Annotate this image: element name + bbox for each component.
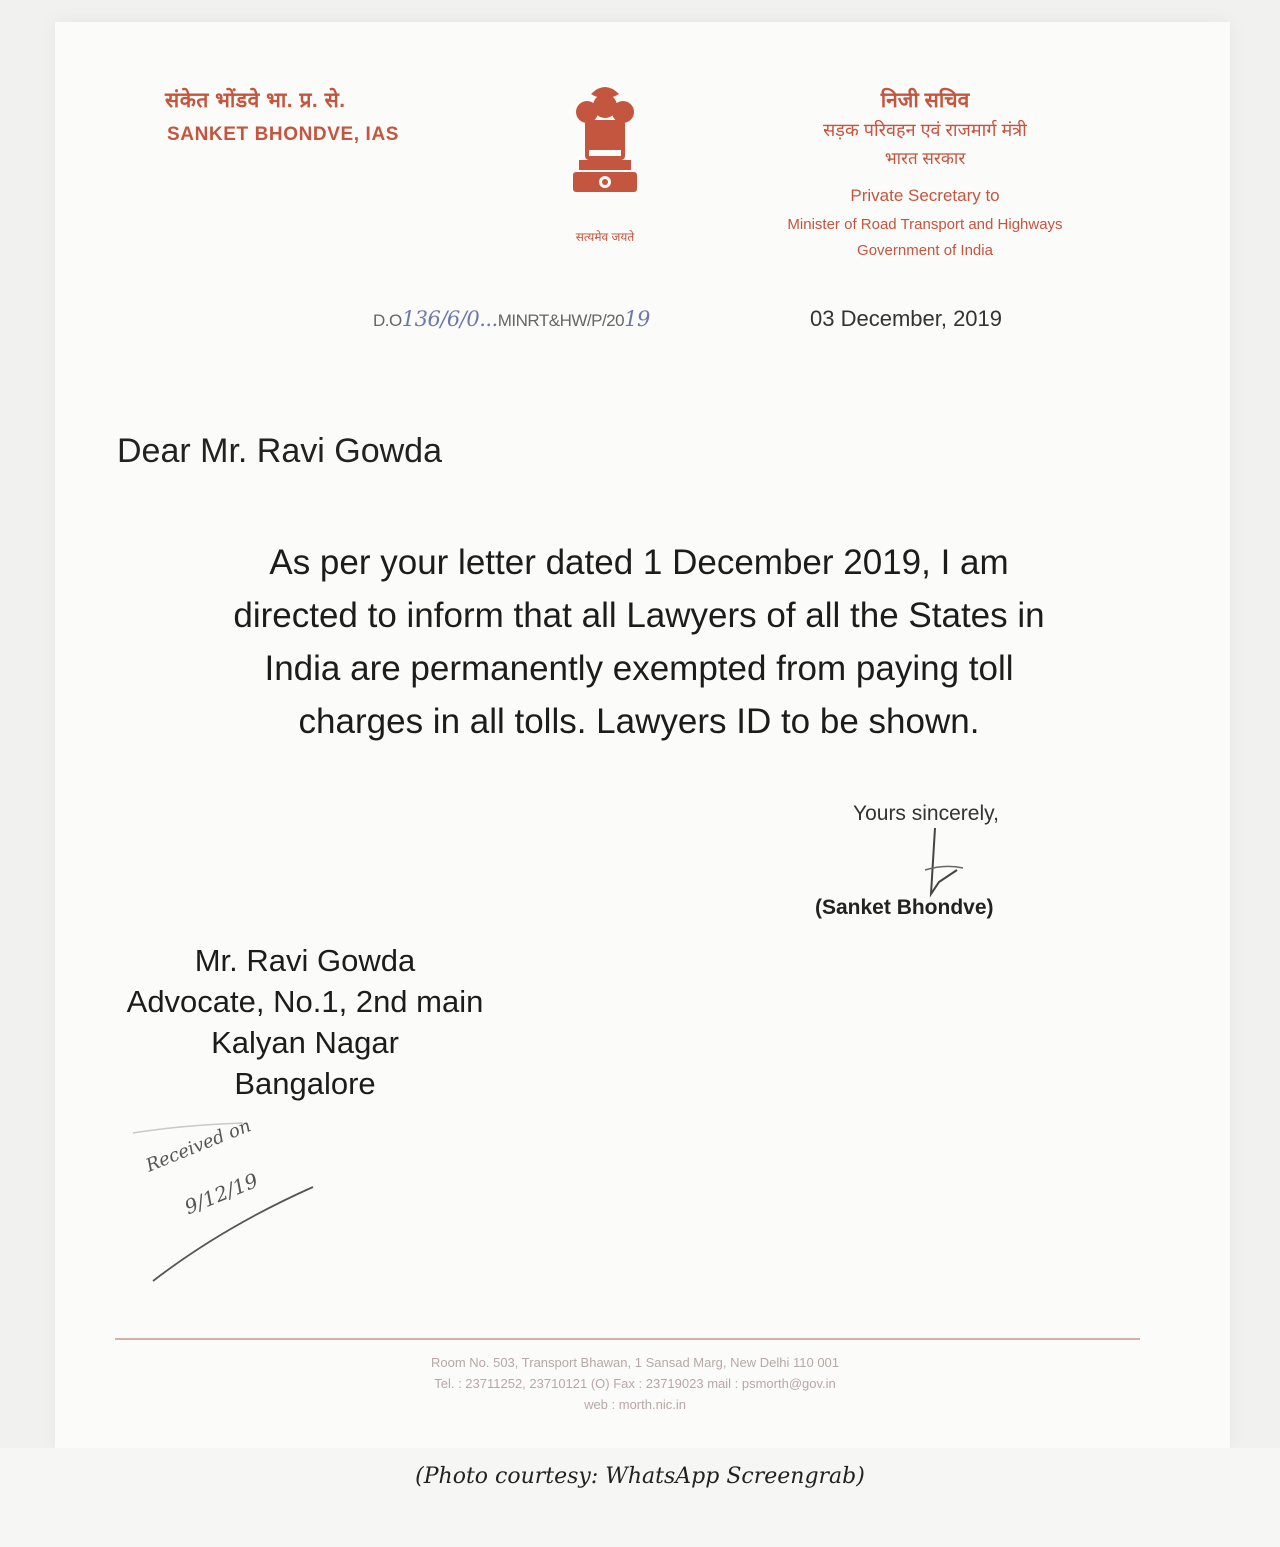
received-note (133, 1117, 353, 1317)
address-line: Bangalore (234, 1066, 376, 1101)
salutation: Dear Mr. Ravi Gowda (117, 432, 442, 470)
designation-english-3: Government of India (857, 242, 993, 259)
reference-suffix: MINRT&HW/P/20 (497, 311, 625, 330)
footer-line: Room No. 503, Transport Bhawan, 1 Sansad Marg, New Delhi 110 001 (430, 1355, 840, 1370)
body-line: charges in all tolls. Lawyers ID to be shown. (298, 702, 980, 741)
signatory-name: (Sanket Bhondve) (815, 896, 994, 919)
national-emblem-icon (555, 80, 655, 244)
designation-english-2: Minister of Road Transport and Highways (787, 216, 1063, 233)
received-note-line: Received on (143, 1115, 254, 1177)
reference-handwritten: 136/6/0... (401, 307, 498, 331)
designation-hindi-3: भारत सरकार (884, 149, 966, 168)
address-line: Advocate, No.1, 2nd main (126, 984, 484, 1019)
footer-line: Tel. : 23711252, 23710121 (O) Fax : 23719023 mail : psmorth@gov.in (434, 1376, 836, 1391)
reference-number (373, 307, 650, 331)
designation-hindi-2: सड़क परिवहन एवं राजमार्ग मंत्री (823, 120, 1027, 140)
signature-icon (917, 822, 977, 902)
designation-english-1: Private Secretary to (850, 186, 1000, 205)
emblem-motto: सत्यमेव जयते (575, 230, 635, 244)
body-line: As per your letter dated 1 December 2019, I am (269, 543, 1009, 582)
photo-caption: (Photo courtesy: WhatsApp Screengrab) (415, 1464, 865, 1489)
letter-date: 03 December, 2019 (810, 306, 1003, 331)
body-line: India are permanently exempted from paying toll (264, 649, 1014, 688)
recipient-address (90, 940, 520, 1104)
footer-line: web : morth.nic.in (584, 1397, 686, 1412)
sender-name-english: SANKET BHONDVE, IAS (167, 124, 400, 145)
footer-divider (115, 1338, 1140, 1340)
received-note-line: 9/12/19 (181, 1168, 262, 1220)
designation-hindi-1: निजी सचिव (880, 89, 970, 112)
address-line: Kalyan Nagar (211, 1025, 399, 1060)
closing: Yours sincerely, (853, 802, 999, 825)
reference-year-handwritten: 19 (624, 307, 650, 331)
letter-body (83, 536, 1195, 748)
address-line: Mr. Ravi Gowda (194, 943, 416, 978)
letter-sheet (55, 22, 1230, 1448)
reference-prefix: D.O (373, 311, 402, 330)
sender-name-hindi: संकेत भोंडवे भा. प्र. से. (165, 89, 346, 112)
body-line: directed to inform that all Lawyers of all the States in (233, 596, 1045, 635)
letterhead-footer (285, 1352, 985, 1415)
